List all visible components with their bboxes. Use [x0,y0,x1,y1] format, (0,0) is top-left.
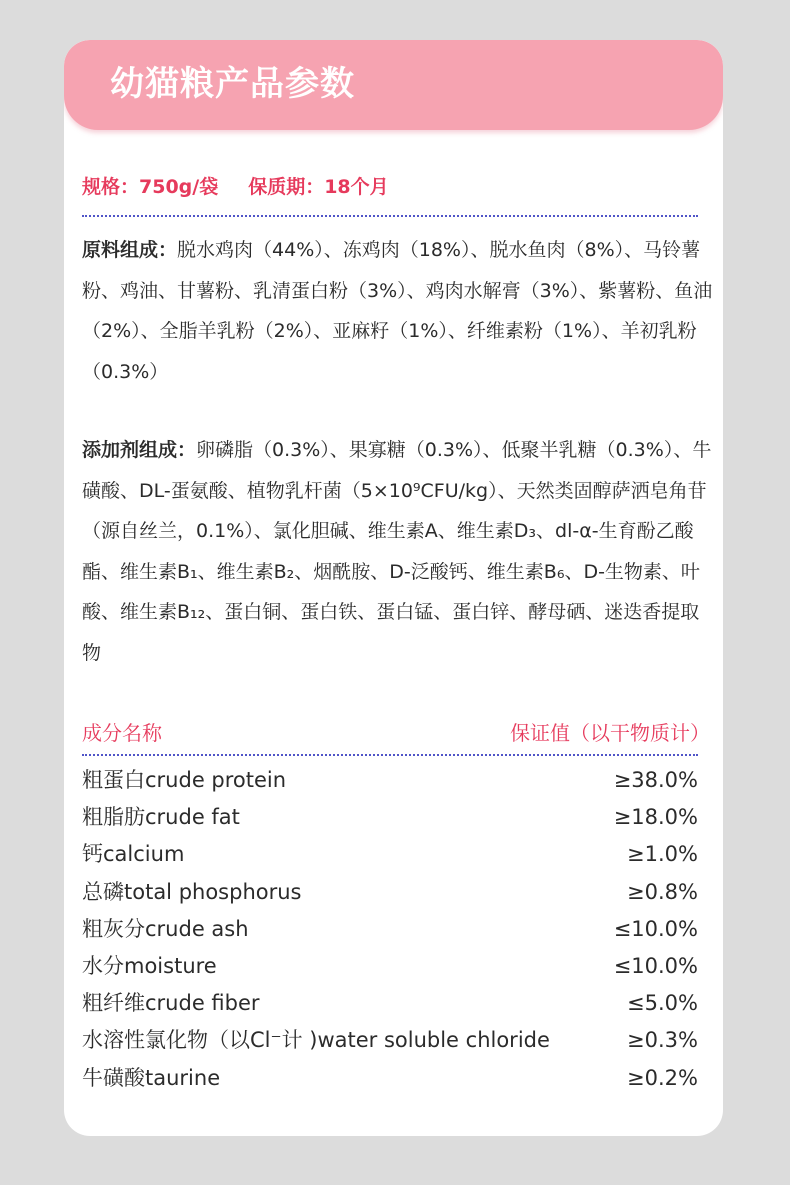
row-value: ≤5.0% [627,991,698,1016]
table-row [82,836,698,873]
row-value: ≥0.8% [627,879,698,904]
row-name: 水溶性氯化物（以Cl⁻计 )water soluble chloride [82,1028,550,1053]
row-value: ≥0.2% [627,1065,698,1090]
row-name: 粗灰分crude ash [82,916,249,941]
table-header [82,718,710,748]
row-value: ≥18.0% [613,805,698,830]
row-name: 钙calcium [82,842,185,867]
table-header-value: 保证值（以干物质计） [510,721,710,745]
row-name: 粗纤维crude fiber [82,991,260,1016]
table-row [82,874,698,911]
table-row [82,911,698,948]
row-value: ≥1.0% [627,842,698,867]
row-value: ≤10.0% [613,953,698,978]
row-name: 牛磺酸taurine [82,1065,221,1090]
table-row [82,799,698,836]
table-row [82,948,698,985]
card-header [64,40,723,130]
spec-shelf-life: 保质期：18个月 [248,176,389,198]
nutrient-table [82,762,698,1097]
additives-label: 添加剂组成： [82,439,197,461]
ingredients-text: 脱水鸡肉（44%）、冻鸡肉（18%）、脱水鱼肉（8%）、马铃薯粉、鸡油、甘薯粉、乳清蛋白粉（3%）、鸡肉水解膏（3%）、紫薯粉、鱼油（2%）、全脂羊乳粉（2%）、亚麻籽（1%）、纤维素粉（1%）、羊初乳粉（0.3%） [82,239,713,383]
product-parameter-card [64,40,723,1136]
divider-dotted [82,754,698,756]
spec-row [82,172,389,202]
row-value: ≥38.0% [613,768,698,792]
row-name: 水分moisture [82,953,217,978]
ingredients-block [82,230,714,392]
spec-size: 规格：750g/袋 [82,176,219,198]
table-row [82,1060,698,1097]
page-title: 幼猫粮产品参数 [110,64,355,104]
row-value: ≥0.3% [627,1028,698,1053]
table-header-name: 成分名称 [82,721,162,745]
row-name: 粗蛋白crude protein [82,768,287,792]
additives-block [82,430,714,673]
divider-dotted [82,215,698,217]
ingredients-label: 原料组成： [82,239,178,261]
table-row [82,762,698,799]
table-row [82,985,698,1022]
table-row [82,1022,698,1059]
row-name: 总磷total phosphorus [82,879,302,904]
row-name: 粗脂肪crude fat [82,805,240,830]
additives-text: 卵磷脂（0.3%）、果寡糖（0.3%）、低聚半乳糖（0.3%）、牛磺酸、DL-蛋氨酸、植物乳杆菌（5×10⁹CFU/kg）、天然类固醇萨洒皂角苷（源自丝兰，0.1%）、氯化胆碱、维生素A、维生素D₃、dl-α-生育酚乙酸酯、维生素B₁、维生素B₂、烟酰胺、D-泛酸钙、维生素B₆、D-生物素、叶酸、维生素B₁₂、蛋白铜、蛋白铁、蛋白锰、蛋白锌、酵母硒、迷迭香提取物 [82,439,712,664]
row-value: ≤10.0% [613,916,698,941]
